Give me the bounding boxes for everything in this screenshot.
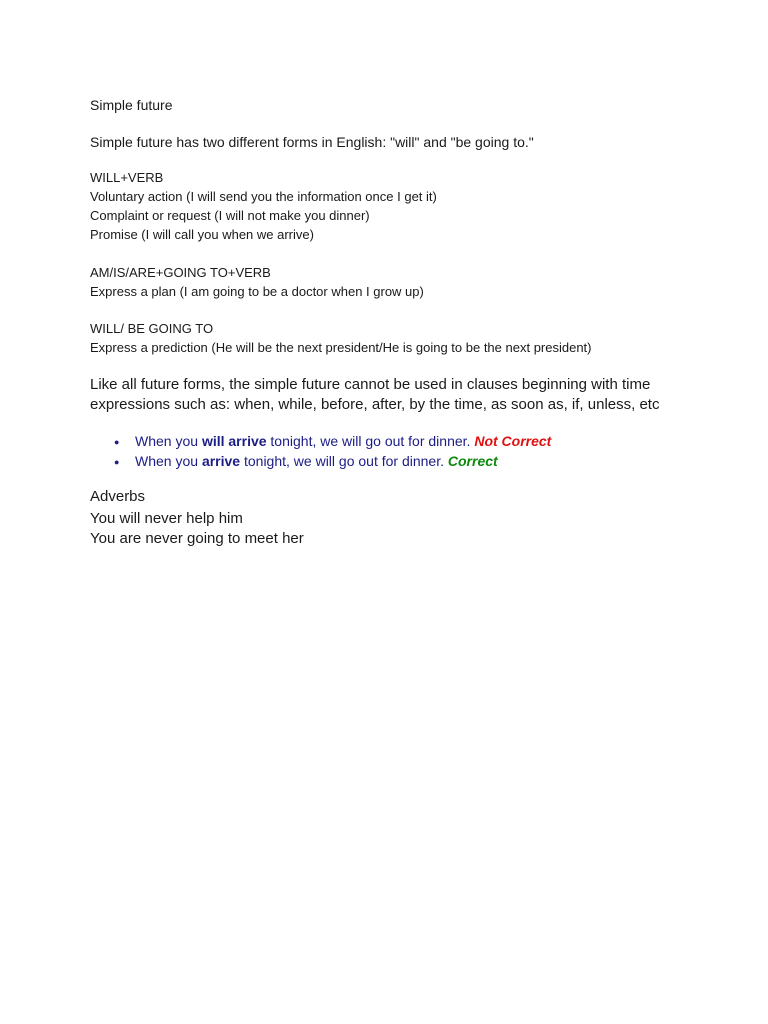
adverbs-line: You are never going to meet her	[90, 530, 304, 547]
bullet-icon: ●	[114, 457, 120, 467]
intro-paragraph: Simple future has two different forms in English: "will" and "be going to."	[90, 134, 534, 150]
example-text: When you will arrive tonight, we will go out for dinner. Not Correct	[135, 433, 552, 449]
example-list-item	[90, 452, 730, 472]
note-line: expressions such as: when, while, before, after, by the time, as soon as, if, unless, etc	[90, 396, 660, 413]
example-text: When you arrive tonight, we will go out for dinner. Correct	[135, 453, 498, 469]
adverbs-heading: Adverbs	[90, 488, 146, 505]
correct-label: Correct	[447, 453, 498, 469]
section-line: Express a prediction (He will be the next president/He is going to be the next president)	[90, 340, 592, 355]
document-title: Simple future	[90, 97, 173, 113]
note-line: Like all future forms, the simple future cannot be used in clauses beginning with time	[90, 376, 651, 393]
section-line: Complaint or request (I will not make you dinner)	[90, 208, 370, 223]
not-correct-label: Not Correct	[474, 433, 552, 449]
bullet-icon: ●	[114, 437, 120, 447]
section-heading-will-be-going-to: WILL/ BE GOING TO	[90, 321, 214, 336]
section-heading-will-verb: WILL+VERB	[90, 170, 164, 185]
adverbs-line: You will never help him	[90, 510, 243, 527]
section-line: Express a plan (I am going to be a doctor when I grow up)	[90, 284, 424, 299]
section-heading-going-to: AM/IS/ARE+GOING TO+VERB	[90, 265, 271, 280]
section-line: Promise (I will call you when we arrive)	[90, 227, 314, 242]
example-list-item	[90, 432, 730, 452]
section-line: Voluntary action (I will send you the information once I get it)	[90, 189, 437, 204]
